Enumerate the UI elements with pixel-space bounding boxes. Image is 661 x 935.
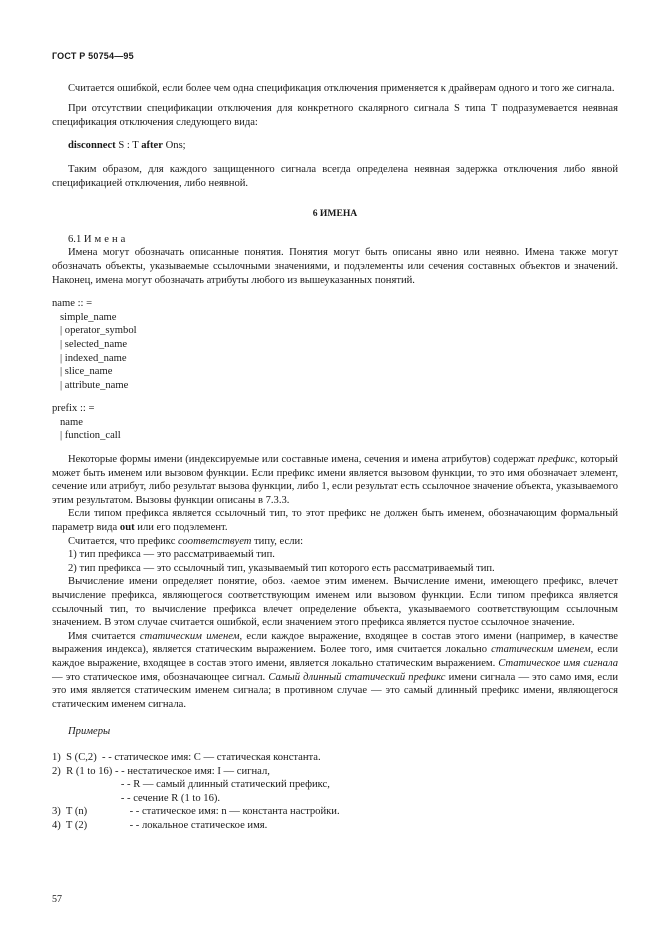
body-paragraph-4: Вычисление имени определяет понятие, обоз. ‹аемое этим именем. Вычисление имени, имеющего префикс, влечет вычисление префикса, являющегося соответствующим именем или вызовом функции. Если типом префикса является ссылочный тип, то вычисление префикса влечет определение объекта, указываемого соответствующим ссылочным значением. В этом случае считается ошибкой, если значением этого префикса является пустое ссылочное значение. xyxy=(52,576,618,629)
term-static-signal-name: Статическое имя сигнала xyxy=(498,657,618,669)
gost-header: ГОСТ Р 50754—95 xyxy=(52,51,134,61)
code-delay: Ons; xyxy=(162,140,186,152)
subsection-number: 6.1 xyxy=(68,233,82,245)
text-run: который может быть именем или вызовом функции. Если префикс имени является вызовом функции, то это имя обозначает элемент, сечение или атрибут, либо результат вызова функции, либо 1, если результат есть ссылочное значение объекта, указываемого этим результатом. Вызовы функции описаны в 7.3.3. xyxy=(52,454,618,506)
grammar-prefix-line: name xyxy=(60,416,83,428)
body-paragraph-2 xyxy=(52,507,618,534)
grammar-prefix-line: prefix :: = xyxy=(52,403,95,415)
grammar-name-line: | operator_symbol xyxy=(60,325,137,337)
grammar-name-line: | indexed_name xyxy=(60,352,127,364)
example-row: 3) T (n) - - статическое имя: n — константа настройки. xyxy=(52,806,340,818)
subsection-title: Имена xyxy=(83,233,129,245)
text-run: Если типом префикса является ссылочный тип, то этот префикс не должен быть именем, обозначающим формальный параметр вида xyxy=(52,508,618,534)
term-longest-static-prefix: Самый длинный статический префикс xyxy=(268,671,446,683)
keyword-out: out xyxy=(119,522,135,534)
section-paragraph-1: Имена могут обозначать описанные понятия. Понятия могут быть описаны явно или неявно. Имена также могут обозначать объекты, указываемые ссылочными значениями, и подэлементы или сечения составных объектов и значений. Наконец, имена могут обозначать атрибуты любого из вышеуказанных понятий. xyxy=(52,247,618,286)
example-row: - - сечение R (1 to 16). xyxy=(52,792,221,804)
text-run: если каждое выражение, входящее в состав этого имени, является локально статическим выражением. xyxy=(52,644,619,669)
text-run: Некоторые формы имени (индексируемые или составные имена, сечения и имена атрибутов) содержат xyxy=(68,454,538,466)
code-keyword-disconnect: disconnect xyxy=(68,140,116,152)
term-corresponds: соответствует xyxy=(178,535,252,547)
text-run: типу, если: xyxy=(251,535,304,547)
examples-list xyxy=(52,751,618,833)
text-run: Имя считается xyxy=(68,630,140,642)
code-signal: S : T xyxy=(115,140,142,152)
text-run: имени сигнала — это само имя, если это имя является статическим именем сигнала; в противном случае — это самый длинный префикс имени, являющегося статическим именем сигнала. xyxy=(52,671,618,710)
grammar-prefix xyxy=(52,402,618,443)
example-row: - - R — самый длинный статический префикс, xyxy=(52,779,330,791)
term-static-name: статическим именем, xyxy=(139,630,243,642)
intro-paragraph-2: При отсутствии спецификации отключения для конкретного скалярного сигнала S типа T подразумевается неявная спецификация отключения следующего вида: xyxy=(52,103,618,128)
example-row: 2) R (1 to 16) - - нестатическое имя: I — сигнал, xyxy=(52,765,270,777)
grammar-name-line: simple_name xyxy=(60,311,117,323)
grammar-prefix-line: | function_call xyxy=(60,430,121,442)
document-page xyxy=(52,50,618,833)
grammar-name-line: | selected_name xyxy=(60,338,128,350)
grammar-name-line: | slice_name xyxy=(60,366,113,378)
body-paragraph-5 xyxy=(52,630,618,712)
example-row: 4) T (2) - - локальное статическое имя. xyxy=(52,819,268,831)
intro-paragraph-3: Таким образом, для каждого защищенного сигнала всегда определена неявная задержка отключения либо явной спецификацией отключения, либо неявной. xyxy=(52,163,618,189)
grammar-name-line: name :: = xyxy=(52,298,93,310)
example-row: 1) S (C,2) - - статическое имя: C — статическая константа. xyxy=(52,751,321,763)
grammar-name xyxy=(52,297,618,392)
list-item-2: 2) тип префикса — это ссылочный тип, указываемый тип которого есть рассматриваемый тип. xyxy=(68,562,495,574)
page-number: 57 xyxy=(52,894,62,905)
text-run: если каждое выражение, входящее в состав этого имени (например, в качестве выражения индекса), является статическим выражением. Более того, имя считается локально xyxy=(52,630,618,656)
body-paragraph-1 xyxy=(52,453,618,507)
text-run: Считается, что префикс xyxy=(68,535,179,547)
disconnect-code xyxy=(52,139,618,153)
section-title: 6 ИМЕНА xyxy=(312,208,358,220)
term-local-static-name: статическим именем, xyxy=(491,644,594,656)
examples-title: Примеры xyxy=(68,726,111,738)
text-run: или его подэлемент. xyxy=(134,522,228,534)
intro-paragraph-1: Считается ошибкой, если более чем одна спецификация отключения применяется к драйверам одного и того же сигнала. xyxy=(68,82,615,94)
grammar-name-line: | attribute_name xyxy=(60,379,129,391)
code-keyword-after: after xyxy=(141,140,163,152)
text-run: — это статическое имя, обозначающее сигнал. xyxy=(52,671,269,683)
body-paragraph-3 xyxy=(52,535,618,549)
term-prefix: префикс, xyxy=(537,454,578,466)
subsection-heading xyxy=(68,233,618,247)
list-item-1: 1) тип префикса — это рассматриваемый тип. xyxy=(68,549,275,561)
